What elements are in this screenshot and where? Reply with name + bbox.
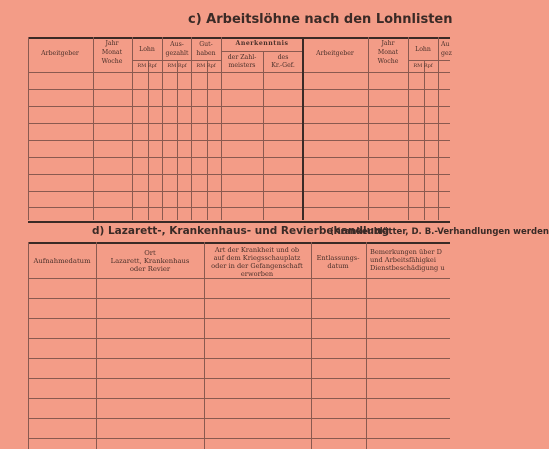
currency-label: RM Rpf [413, 63, 433, 69]
section-d-header-top [28, 242, 450, 244]
header-arbeitgeber-right: Arbeitgeber [316, 50, 354, 57]
col-line [408, 37, 409, 220]
row-line [28, 89, 450, 90]
header-lohn-right: Lohn [415, 46, 431, 53]
header-woche: Woche [101, 58, 123, 65]
row-line [28, 438, 450, 439]
header-zahlmeister-1: der Zahl- [227, 54, 257, 61]
header-aus-right: Au [441, 41, 450, 48]
header-ort-1: Ort [144, 249, 156, 257]
row-line [28, 378, 450, 379]
center-divider [302, 37, 304, 220]
section-d-header-bottom [28, 278, 450, 279]
col-line [311, 242, 312, 449]
header-ort-2: Lazarett, Krankenhaus [110, 257, 190, 265]
row-line [28, 298, 450, 299]
header-zahlmeister-2: meisters [228, 62, 256, 69]
header-lohn: Lohn [139, 46, 155, 53]
col-line [221, 37, 222, 220]
col-line [177, 60, 178, 220]
col-line [191, 37, 192, 220]
header-monat: Monat [101, 49, 123, 56]
row-line [28, 358, 450, 359]
anerkenntnis-subheader-line [221, 51, 302, 52]
header-art-4: erworben [240, 270, 274, 278]
header-kgef-1: des [277, 54, 289, 61]
header-bemerkungen-2: und Arbeitsfähigkei [370, 256, 436, 264]
header-art-3: oder in der Gefangenschaft [211, 262, 303, 270]
row-line [28, 398, 450, 399]
header-art-1: Art der Krankheit und ob [214, 246, 300, 254]
currency-label: RM Rpf [196, 63, 216, 69]
col-line [132, 37, 133, 220]
currency-subheader-line [132, 60, 221, 61]
header-jahr-right: Jahr [381, 40, 395, 47]
row-line [28, 140, 450, 141]
section-c-title: c) Arbeitslöhne nach den Lohnlisten [188, 12, 453, 27]
header-guthaben-1: Gut- [199, 41, 213, 48]
header-monat-right: Monat [377, 49, 399, 56]
row-line [28, 157, 450, 158]
header-ausgezahlt-2: gezahlt [165, 50, 189, 57]
col-line [28, 37, 29, 220]
row-line [28, 418, 450, 419]
col-line [263, 51, 264, 220]
header-kgef-2: Kr.-Gef. [271, 62, 295, 69]
currency-label: RM Rpf [167, 63, 187, 69]
header-ort-3: oder Revier [129, 265, 171, 273]
section-d-title-suffix: (Krankenblätter, D. B.-Verhandlungen werden [330, 227, 549, 237]
header-bemerkungen-3: Dienstbeschädigung u [370, 264, 445, 272]
row-line [28, 174, 450, 175]
col-line [93, 37, 94, 220]
header-gez-right: gez [441, 50, 452, 57]
col-line [96, 242, 97, 449]
col-line [366, 242, 367, 449]
col-line [424, 60, 425, 220]
header-jahr: Jahr [105, 40, 119, 47]
header-entlassung-2: datum [327, 262, 349, 270]
row-line [28, 207, 450, 208]
row-line [28, 318, 450, 319]
col-line [368, 37, 369, 220]
header-entlassung-1: Entlassungs- [316, 254, 360, 262]
header-woche-right: Woche [377, 58, 399, 65]
header-guthaben-2: haben [196, 50, 216, 57]
col-line [207, 60, 208, 220]
col-line [438, 37, 439, 220]
row-line [28, 123, 450, 124]
row-line [28, 106, 450, 107]
header-art-2: auf dem Kriegsschauplatz [213, 254, 301, 262]
row-line [28, 338, 450, 339]
header-bemerkungen-1: Bemerkungen über D [370, 248, 442, 256]
col-line [204, 242, 205, 449]
section-c-top-border [28, 37, 450, 39]
header-arbeitgeber: Arbeitgeber [41, 50, 79, 57]
col-line [28, 242, 29, 449]
col-line [162, 37, 163, 220]
header-anerkenntnis: Anerkenntnis [235, 40, 289, 47]
header-ausgezahlt-1: Aus- [170, 41, 184, 48]
section-c-header-bottom [28, 72, 450, 73]
section-d-title: d) Lazarett-, Krankenhaus- und Revierbehandlung [92, 225, 390, 237]
currency-label: RM Rpf [137, 63, 157, 69]
currency-subheader-line [408, 60, 450, 61]
header-aufnahmedatum: Aufnahmedatum [33, 257, 91, 265]
row-line [28, 191, 450, 192]
col-line [148, 60, 149, 220]
section-d-top-border [28, 221, 450, 223]
